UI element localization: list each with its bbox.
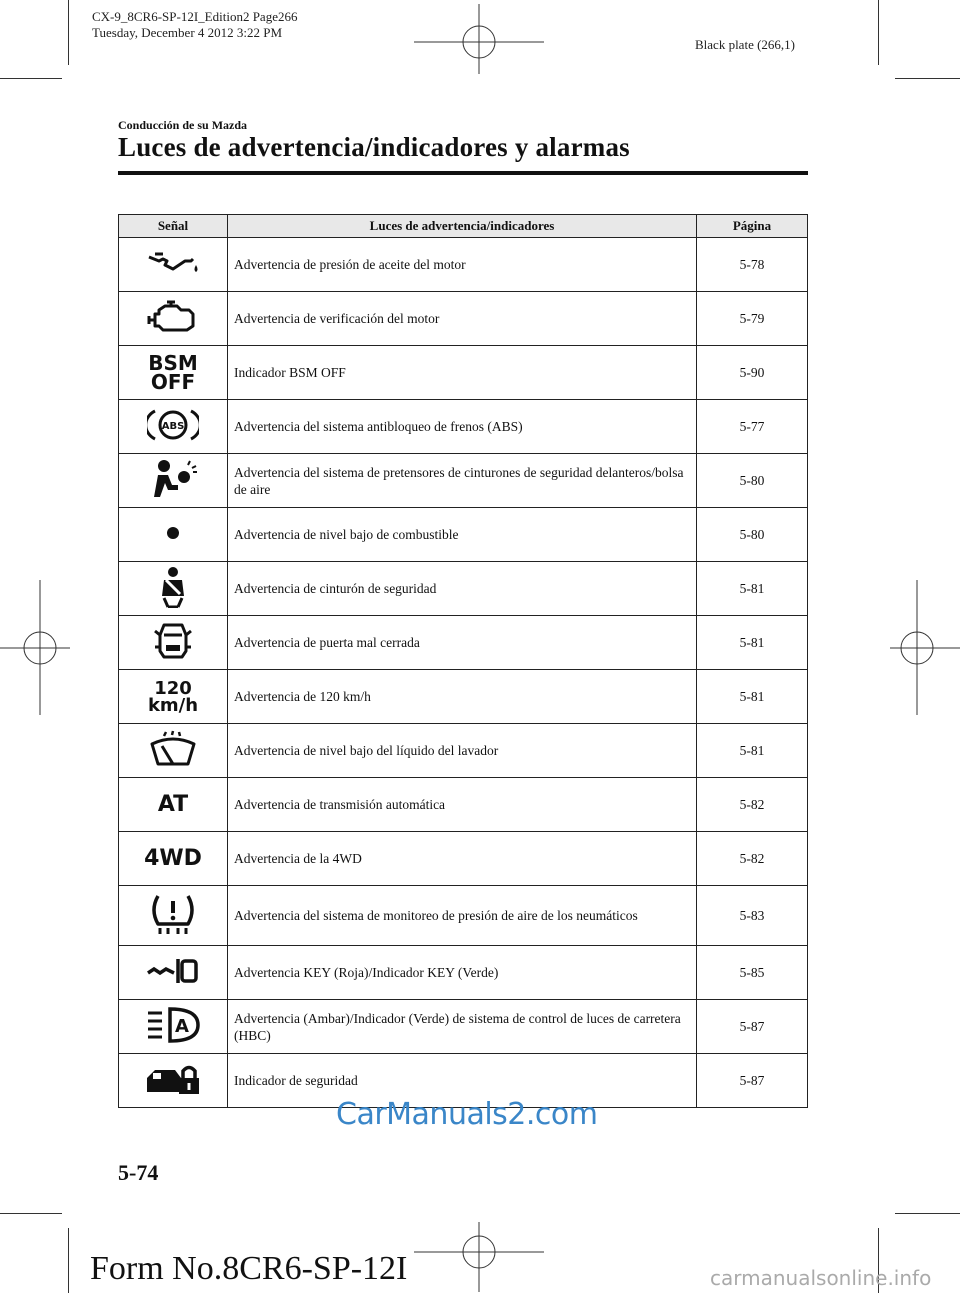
check-engine-icon: [147, 300, 199, 334]
form-number: Form No.8CR6-SP-12I: [90, 1250, 408, 1287]
crop-mark: [0, 1213, 62, 1214]
row-description: Advertencia de la 4WD: [228, 832, 697, 886]
row-description: Advertencia del sistema de monitoreo de presión de aire de los neumáticos: [228, 886, 697, 946]
table-row: [119, 562, 808, 616]
tire-pressure-icon: [148, 892, 198, 936]
at-icon: AT: [157, 791, 189, 817]
row-description: Advertencia (Ambar)/Indicador (Verde) de sistema de control de luces de carretera (HBC): [228, 1000, 697, 1054]
row-page: 5-87: [697, 1054, 808, 1108]
security-icon: [145, 1062, 201, 1096]
section-label: Conducción de su Mazda: [118, 118, 248, 132]
table-row: [119, 292, 808, 346]
row-description: Advertencia de 120 km/h: [228, 670, 697, 724]
crop-mark: [878, 0, 879, 65]
plate-label: Black plate (266,1): [695, 37, 795, 52]
abs-icon: [147, 407, 199, 443]
row-page: 5-82: [697, 832, 808, 886]
bsm-off-icon: BSM OFF: [148, 350, 198, 394]
door-ajar-icon: [154, 621, 192, 661]
registration-target-top: [414, 4, 544, 74]
column-header-lights: Luces de advertencia/indicadores: [228, 215, 697, 238]
table-row: [119, 1000, 808, 1054]
crop-mark: [0, 78, 62, 79]
crop-mark: [895, 1213, 960, 1214]
warning-lights-table: [118, 214, 808, 1108]
row-page: 5-81: [697, 562, 808, 616]
row-description: Advertencia de verificación del motor: [228, 292, 697, 346]
title-rule: [118, 171, 808, 175]
seat-belt-icon: [156, 566, 190, 608]
print-job-line: CX-9_8CR6-SP-12I_Edition2 Page266: [92, 9, 298, 24]
row-description: Advertencia de presión de aceite del motor: [228, 238, 697, 292]
row-page: 5-79: [697, 292, 808, 346]
washer-fluid-icon: [148, 730, 198, 768]
table-row: [119, 400, 808, 454]
row-description: Advertencia de puerta mal cerrada: [228, 616, 697, 670]
row-page: 5-80: [697, 454, 808, 508]
4wd-icon: 4WD: [144, 845, 202, 871]
row-page: 5-83: [697, 886, 808, 946]
table-row: [119, 946, 808, 1000]
hbc-icon: [146, 1005, 200, 1045]
hbc-icon-label: A: [175, 1015, 189, 1037]
column-header-page: Página: [697, 215, 808, 238]
table-header-row: [119, 215, 808, 238]
table-row: [119, 670, 808, 724]
row-page: 5-90: [697, 346, 808, 400]
crop-mark: [68, 1228, 69, 1293]
crop-mark: [895, 78, 960, 79]
page-title: Luces de advertencia/indicadores y alarmas: [118, 132, 630, 162]
row-page: 5-77: [697, 400, 808, 454]
row-description: Advertencia del sistema de pretensores de cinturones de seguridad delanteros/bolsa de aire: [228, 454, 697, 508]
row-description: Advertencia del sistema antibloqueo de frenos (ABS): [228, 400, 697, 454]
row-page: 5-78: [697, 238, 808, 292]
page-number: 5-74: [118, 1160, 159, 1185]
key-icon: [146, 955, 200, 987]
footer-site: carmanualsonline.info: [710, 1266, 932, 1290]
row-description: Indicador BSM OFF: [228, 346, 697, 400]
watermark-logo: CarManuals2.com: [336, 1097, 598, 1132]
crop-mark: [68, 0, 69, 65]
row-description: Indicador de seguridad: [228, 1054, 697, 1108]
table-row: [119, 508, 808, 562]
oil-pressure-icon: [145, 249, 201, 277]
table-row: [119, 346, 808, 400]
airbag-icon: [148, 459, 198, 499]
abs-icon-label: ABS: [161, 420, 185, 432]
table-row: [119, 832, 808, 886]
registration-target-left: [0, 580, 70, 715]
row-page: 5-81: [697, 724, 808, 778]
table-row: [119, 616, 808, 670]
table-row: [119, 778, 808, 832]
table-row: [119, 724, 808, 778]
registration-target-right: [890, 580, 960, 715]
row-page: 5-81: [697, 616, 808, 670]
row-description: Advertencia de nivel bajo del líquido del lavador: [228, 724, 697, 778]
fuel-dot-icon: [166, 526, 180, 540]
row-description: Advertencia de nivel bajo de combustible: [228, 508, 697, 562]
row-description: Advertencia KEY (Roja)/Indicador KEY (Verde): [228, 946, 697, 1000]
row-page: 5-82: [697, 778, 808, 832]
column-header-signal: Señal: [119, 215, 228, 238]
row-page: 5-87: [697, 1000, 808, 1054]
row-description: Advertencia de transmisión automática: [228, 778, 697, 832]
row-page: 5-81: [697, 670, 808, 724]
table-row: [119, 454, 808, 508]
table-row: [119, 238, 808, 292]
table-row: [119, 886, 808, 946]
row-page: 5-80: [697, 508, 808, 562]
row-description: Advertencia de cinturón de seguridad: [228, 562, 697, 616]
row-page: 5-85: [697, 946, 808, 1000]
registration-target-bottom: [414, 1222, 544, 1292]
print-date-line: Tuesday, December 4 2012 3:22 PM: [92, 25, 283, 40]
speed-120-icon: 120 km/h: [147, 677, 199, 716]
